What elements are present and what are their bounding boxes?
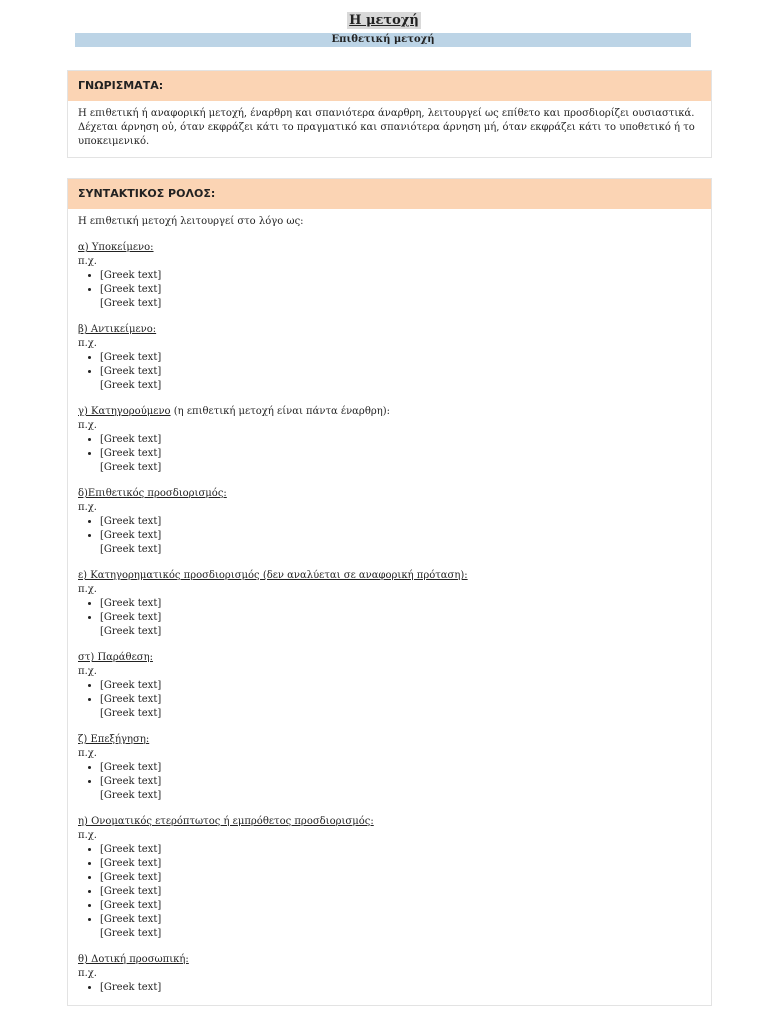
- role-section: [78, 733, 701, 803]
- example-item: • [Greek text]: [100, 871, 701, 885]
- example-label: π.χ.: [78, 748, 97, 759]
- role-section: [78, 323, 701, 393]
- example-item: • [Greek text]: [100, 775, 701, 789]
- example-item: • [Greek text]: [100, 283, 701, 297]
- syntax-heading: ΣΥΝΤΑΚΤΙΚΟΣ ΡΟΛΟΣ:: [68, 179, 711, 209]
- example-list: [78, 761, 701, 789]
- example-list: [78, 433, 701, 461]
- role-section-label: γ) Κατηγορούμενο (η επιθετική μετοχή είναι πάντα έναρθρη):: [78, 406, 390, 417]
- role-section: [78, 815, 701, 941]
- role-section-label: β) Αντικείμενο:: [78, 324, 157, 335]
- role-section-label: δ)Επιθετικός προσδιορισμός:: [78, 488, 227, 499]
- translation-note: [Greek text]: [100, 708, 162, 719]
- role-section: [78, 241, 701, 311]
- role-section: [78, 651, 701, 721]
- translation-note: [Greek text]: [100, 928, 162, 939]
- features-text: Η επιθετική ή αναφορική μετοχή, έναρθρη και σπανιότερα άναρθρη, λειτουργεί ως επίθετο και προσδιορίζει ουσιαστικά. Δέχεται άρνηση οὐ, όταν εκφράζει κάτι το πραγματικό και σπανιότερα άρνηση μή, όταν εκφράζει κάτι το υποθετικό ή το υποκειμενικό.: [78, 108, 695, 147]
- translation-note: [Greek text]: [100, 790, 162, 801]
- role-section-label: θ) Δοτική προσωπική:: [78, 954, 189, 965]
- role-section: [78, 569, 701, 639]
- features-box: [67, 70, 712, 158]
- example-item: • [Greek text]: [100, 843, 701, 857]
- role-section: [78, 487, 701, 557]
- example-label: π.χ.: [78, 338, 97, 349]
- example-item: • [Greek text]: [100, 611, 701, 625]
- example-item: • [Greek text]: [100, 981, 701, 995]
- role-section-label: η) Ονοματικός ετερόπτωτος ή εμπρόθετος προσδιορισμός:: [78, 816, 374, 827]
- example-item: • [Greek text]: [100, 597, 701, 611]
- example-list: [78, 843, 701, 927]
- example-item: • [Greek text]: [100, 365, 701, 379]
- syntax-intro: Η επιθετική μετοχή λειτουργεί στο λόγο ως:: [78, 216, 304, 227]
- example-item: • [Greek text]: [100, 529, 701, 543]
- example-list: [78, 515, 701, 543]
- role-section-label: στ) Παράθεση:: [78, 652, 153, 663]
- example-label: π.χ.: [78, 968, 97, 979]
- example-list: [78, 679, 701, 707]
- role-section-label: ζ) Επεξήγηση:: [78, 734, 150, 745]
- translation-note: [Greek text]: [100, 462, 162, 473]
- translation-note: [Greek text]: [100, 380, 162, 391]
- role-section: [78, 953, 701, 995]
- features-heading: ΓΝΩΡΙΣΜΑΤΑ:: [68, 71, 711, 101]
- example-label: π.χ.: [78, 584, 97, 595]
- example-label: π.χ.: [78, 502, 97, 513]
- example-item: • [Greek text]: [100, 885, 701, 899]
- role-section-label: ε) Κατηγορηματικός προσδιορισμός (δεν αναλύεται σε αναφορική πρόταση):: [78, 570, 468, 581]
- example-item: • [Greek text]: [100, 269, 701, 283]
- example-label: π.χ.: [78, 420, 97, 431]
- syntax-box: [67, 178, 712, 1006]
- role-section: [78, 405, 701, 475]
- role-section-label: α) Υποκείμενο:: [78, 242, 154, 253]
- example-list: [78, 981, 701, 995]
- translation-note: [Greek text]: [100, 626, 162, 637]
- example-item: • [Greek text]: [100, 351, 701, 365]
- example-item: • [Greek text]: [100, 761, 701, 775]
- translation-note: [Greek text]: [100, 544, 162, 555]
- example-item: • [Greek text]: [100, 679, 701, 693]
- example-label: π.χ.: [78, 830, 97, 841]
- translation-note: [Greek text]: [100, 298, 162, 309]
- example-item: • [Greek text]: [100, 433, 701, 447]
- example-item: • [Greek text]: [100, 515, 701, 529]
- example-list: [78, 269, 701, 297]
- example-list: [78, 351, 701, 379]
- subtitle-bar: Επιθετική μετοχή: [75, 33, 691, 47]
- example-list: [78, 597, 701, 625]
- example-label: π.χ.: [78, 256, 97, 267]
- example-label: π.χ.: [78, 666, 97, 677]
- example-item: • [Greek text]: [100, 447, 701, 461]
- example-item: • [Greek text]: [100, 913, 701, 927]
- example-item: • [Greek text]: [100, 693, 701, 707]
- example-item: • [Greek text]: [100, 899, 701, 913]
- page-title: Η μετοχή: [349, 13, 419, 28]
- example-item: • [Greek text]: [100, 857, 701, 871]
